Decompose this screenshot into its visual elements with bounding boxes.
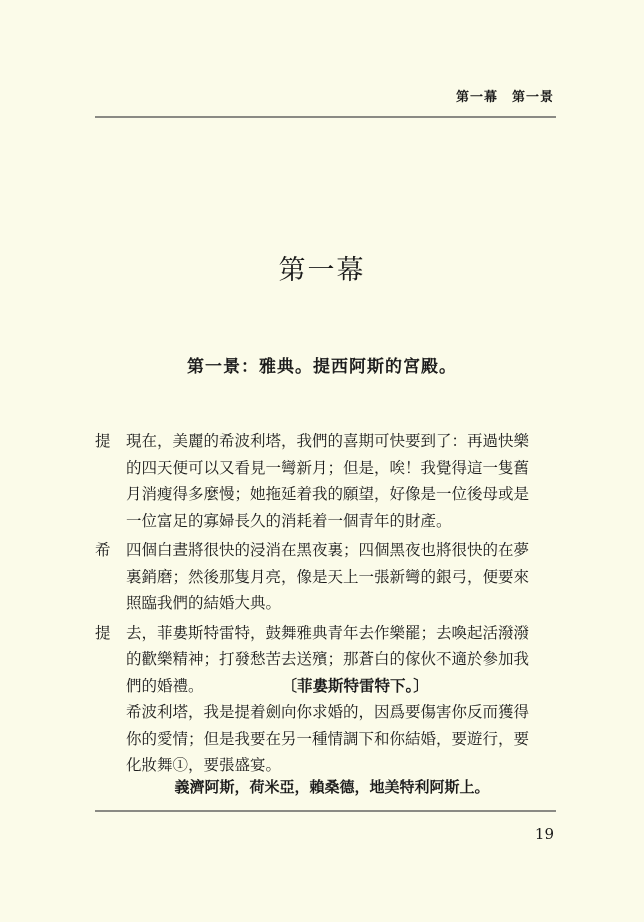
speech-theseus-1	[95, 428, 565, 534]
speaker-label: 希	[95, 541, 111, 559]
speech-line: 去，菲婁斯特雷特，鼓舞雅典青年去作樂罷；去喚起活潑潑	[126, 623, 530, 642]
running-header: 第一幕 第一景	[455, 90, 554, 105]
speech-line: 月消瘦得多麼慢；她拖延着我的願望，好像是一位後母或是	[126, 485, 530, 503]
scene-title: 第一景：雅典。提西阿斯的宮殿。	[187, 357, 457, 377]
speech-line: 四個白晝將很快的浸消在黑夜裏；四個黑夜也將很快的在夢	[126, 541, 530, 559]
speech-line: 的四天便可以又看見一彎新月；但是，唉！我覺得這一隻舊	[126, 458, 530, 477]
dialogue-block	[95, 428, 565, 782]
speech-line: 希波利塔，我是提着劍向你求婚的，因爲要傷害你反而獲得	[126, 703, 530, 721]
act-title: 第一幕	[278, 255, 366, 286]
speech-hippolyta	[95, 537, 565, 617]
speech-theseus-2	[95, 620, 565, 779]
speech-lines	[126, 537, 565, 617]
footer-rule	[95, 810, 556, 812]
header-rule	[95, 116, 556, 118]
speech-line-text: 們的婚禮。	[126, 676, 204, 695]
speech-line	[126, 673, 565, 700]
speech-line: 現在，美麗的希波利塔，我們的喜期可快要到了：再過快樂	[126, 432, 530, 450]
entrance-direction: 義濟阿斯，荷米亞，賴桑德，地美特利阿斯上。	[174, 778, 490, 796]
stage-direction-inline: 〔菲婁斯特雷特下。〕	[281, 675, 429, 695]
speech-line: 你的愛情；但是我要在另一種情調下和你結婚，要遊行，要	[126, 729, 530, 748]
speech-line: 的歡樂精神；打發愁苦去送殯；那蒼白的傢伙不適於參加我	[126, 650, 530, 668]
speech-lines	[126, 620, 565, 779]
speaker-label: 提	[95, 623, 111, 642]
page-number: 19	[534, 825, 554, 843]
speech-line: 一位富足的寡婦長久的消耗着一個青年的財產。	[126, 511, 452, 530]
speech-line: 照臨我們的結婚大典。	[126, 594, 282, 612]
speech-line: 化妝舞①，要張盛宴。	[126, 756, 282, 774]
speech-line: 裏銷磨；然後那隻月亮，像是天上一張新彎的銀弓，便要來	[126, 567, 530, 586]
speech-lines	[126, 428, 565, 534]
speaker-label: 提	[95, 432, 111, 450]
